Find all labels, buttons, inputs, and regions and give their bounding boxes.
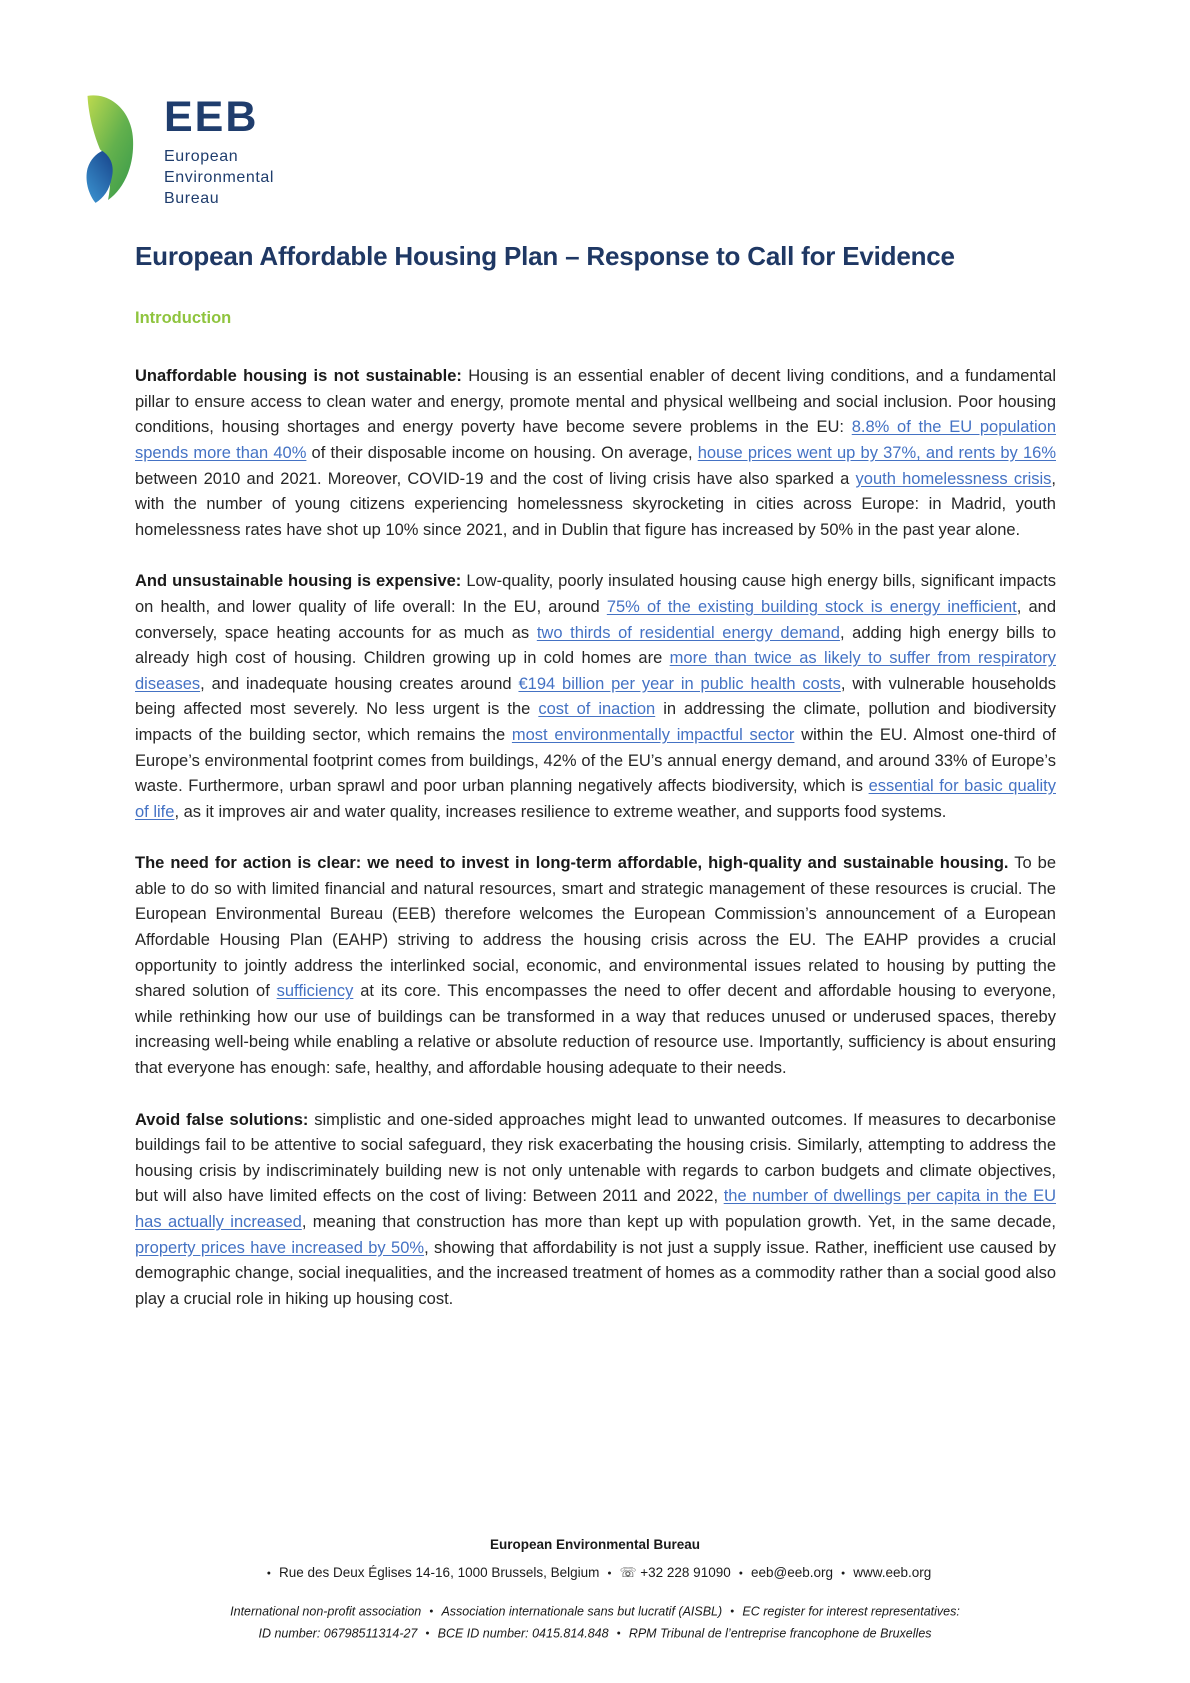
paragraph-lead: And unsustainable housing is expensive: (135, 572, 462, 591)
footer-contact-item: www.eeb.org (853, 1565, 932, 1580)
footer-legal-item: Association internationale sans but lucratif (AISBL) (441, 1604, 723, 1619)
bullet-separator-icon: ● (616, 1629, 621, 1637)
footer-legal-item: EC register for interest representatives: (742, 1604, 960, 1619)
hyperlink[interactable]: the number of dwellings per capita in the EU has actually increased (135, 1187, 1056, 1231)
eeb-logo-name-line3: Bureau (164, 190, 220, 207)
paragraph-text: , with vulnerable households being affected most severely. No less urgent is the (135, 674, 1056, 719)
hyperlink[interactable]: €194 billion per year in public health costs (518, 674, 841, 693)
hyperlink[interactable]: two thirds of residential energy demand (536, 623, 840, 642)
paragraph-text: Low-quality, poorly insulated housing cause high energy bills, significant impacts on health, and lower quality of life overall: In the EU, around (135, 572, 1057, 616)
paragraph-text: Housing is an essential enabler of decent living conditions, and a fundamental pillar to ensure access to clean water and energy, promote mental and physical wellbeing and social inclusion. Poor housing conditions, housing shortages and energy poverty have become severe problems in the EU: (135, 367, 1057, 437)
footer-contact-item: Rue des Deux Églises 14-16, 1000 Brussels, Belgium (278, 1565, 600, 1580)
paragraph-2 (135, 569, 1056, 825)
paragraph-text: simplistic and one-sided approaches might lead to unwanted outcomes. If measures to decarbonise buildings fail to be attentive to social safeguard, they risk exacerbating the housing crisis. Similarly, attempting to address the housing crisis by indiscriminately building new is not only untenable with regards to carbon budgets and climate objectives, but will also have limited effects on the cost of living: Between 2011 and 2022, (135, 1110, 1057, 1206)
footer-legal-item: BCE ID number: 0415.814.848 (437, 1626, 609, 1640)
paragraph-text: , as it improves air and water quality, increases resilience to extreme weather, and supports food systems. (174, 802, 947, 821)
hyperlink[interactable]: most environmentally impactful sector (511, 725, 795, 744)
document-body (135, 364, 1056, 1312)
paragraph-lead: The need for action is clear: we need to invest in long-term affordable, high-quality and sustainable housing. (135, 854, 1009, 873)
eeb-leaf-icon (78, 66, 144, 224)
paragraph-text: of their disposable income on housing. On average, (306, 443, 698, 462)
bullet-separator-icon: ● (840, 1569, 846, 1577)
paragraph-text: , and conversely, space heating accounts for as much as (135, 597, 1057, 642)
footer-contact-item: eeb@eeb.org (750, 1565, 833, 1580)
footer-legal-item: RPM Tribunal de l’entreprise francophone de Bruxelles (628, 1626, 932, 1640)
page-footer (0, 1537, 1190, 1644)
hyperlink[interactable]: property prices have increased by 50% (135, 1238, 425, 1257)
eeb-logo-name-line1: European (164, 148, 239, 165)
paragraph-text: , adding high energy bills to already high cost of housing. Children growing up in cold homes are (135, 623, 1057, 668)
paragraph-lead: Avoid false solutions: (135, 1110, 309, 1129)
eeb-logo-text (164, 93, 275, 224)
paragraph-text: , and inadequate housing creates around (200, 674, 519, 693)
hyperlink[interactable]: cost of inaction (538, 700, 656, 719)
footer-legal-item: International non-profit association (230, 1604, 422, 1619)
bullet-separator-icon: ● (429, 1608, 434, 1615)
paragraph-text: in addressing the climate, pollution and biodiversity impacts of the building sector, which remains the (135, 700, 1057, 744)
paragraph-lead: Unaffordable housing is not sustainable: (135, 367, 462, 386)
hyperlink[interactable]: house prices went up by 37%, and rents by 16% (697, 443, 1056, 462)
paragraph-text: within the EU. Almost one-third of Europe’s environmental footprint comes from buildings, 42% of the EU’s annual energy demand, and around 33% of Europe’s waste. Furthermore, urban sprawl and poor urban planning negatively affects biodiversity, which is (135, 725, 1056, 796)
paragraph-text: at its core. This encompasses the need to offer decent and affordable housing to everyone, while rethinking how our use of buildings can be transformed in a way that reduces unused or underused spaces, thereby increasing well-being while enabling a relative or absolute reduction of resource use. Importantly, sufficiency is about ensuring that everyone has enough: safe, healthy, and affordable housing adequate to their needs. (135, 982, 1056, 1078)
footer-legal-item: ID number: 06798511314-27 (258, 1626, 418, 1640)
paragraph-3 (135, 851, 1056, 1081)
bullet-separator-icon: ● (425, 1629, 430, 1637)
footer-contact-item: ☏ +32 228 91090 (619, 1565, 731, 1580)
document-content (135, 241, 1056, 1338)
footer-legal-line-1 (0, 1601, 1190, 1623)
paragraph-text: between 2010 and 2021. Moreover, COVID-19 and the cost of living crisis have also sparked a (135, 469, 856, 488)
eeb-logo (78, 66, 274, 224)
hyperlink[interactable]: sufficiency (276, 982, 354, 1001)
eeb-logo-name (164, 146, 274, 209)
hyperlink[interactable]: essential for basic quality of life (135, 777, 1056, 821)
bullet-separator-icon: ● (266, 1569, 271, 1577)
footer-contact-line (0, 1565, 1190, 1581)
bullet-separator-icon: ● (730, 1608, 735, 1615)
paragraph-text: , showing that affordability is not just a supply issue. Rather, inefficient use caused by demographic change, social inequalities, and the increased treatment of homes as a commodity rather than a social good also play a crucial role in hiking up housing cost. (135, 1238, 1056, 1308)
hyperlink[interactable]: 75% of the existing building stock is energy inefficient (606, 597, 1017, 616)
footer-legal-line-2 (0, 1623, 1190, 1645)
footer-org-name: European Environmental Bureau (489, 1537, 701, 1552)
hyperlink[interactable]: youth homelessness crisis (855, 469, 1052, 488)
bullet-separator-icon: ● (607, 1569, 612, 1577)
eeb-logo-name-line2: Environmental (164, 169, 275, 186)
paragraph-text: To be able to do so with limited financial and natural resources, smart and strategic management of these resources is crucial. The European Environmental Bureau (EEB) therefore welcomes the European Commission’s announcement of a European Affordable Housing Plan (EAHP) striving to address the housing crisis across the EU. The EAHP provides a crucial opportunity to jointly address the interlinked social, economic, and environmental issues related to housing by putting the shared solution of (135, 854, 1057, 1001)
paragraph-1 (135, 364, 1056, 543)
bullet-separator-icon: ● (738, 1569, 743, 1577)
section-heading-introduction: Introduction (135, 309, 232, 328)
paragraph-text: , meaning that construction has more than kept up with population growth. Yet, in the same decade, (301, 1213, 1056, 1231)
paragraph-4 (135, 1108, 1056, 1313)
eeb-logo-acronym: EEB (164, 93, 259, 141)
hyperlink[interactable]: 8.8% of the EU population spends more than 40% (135, 418, 1056, 462)
paragraph-text: , with the number of young citizens experiencing homelessness skyrocketing in cities across Europe: in Madrid, youth homelessness rates have shot up 10% since 2021, and in Dublin that figure has increased by 50% in the past year alone. (135, 469, 1056, 539)
hyperlink[interactable]: more than twice as likely to suffer from respiratory diseases (135, 649, 1056, 693)
document-title: European Affordable Housing Plan – Response to Call for Evidence (135, 241, 955, 271)
